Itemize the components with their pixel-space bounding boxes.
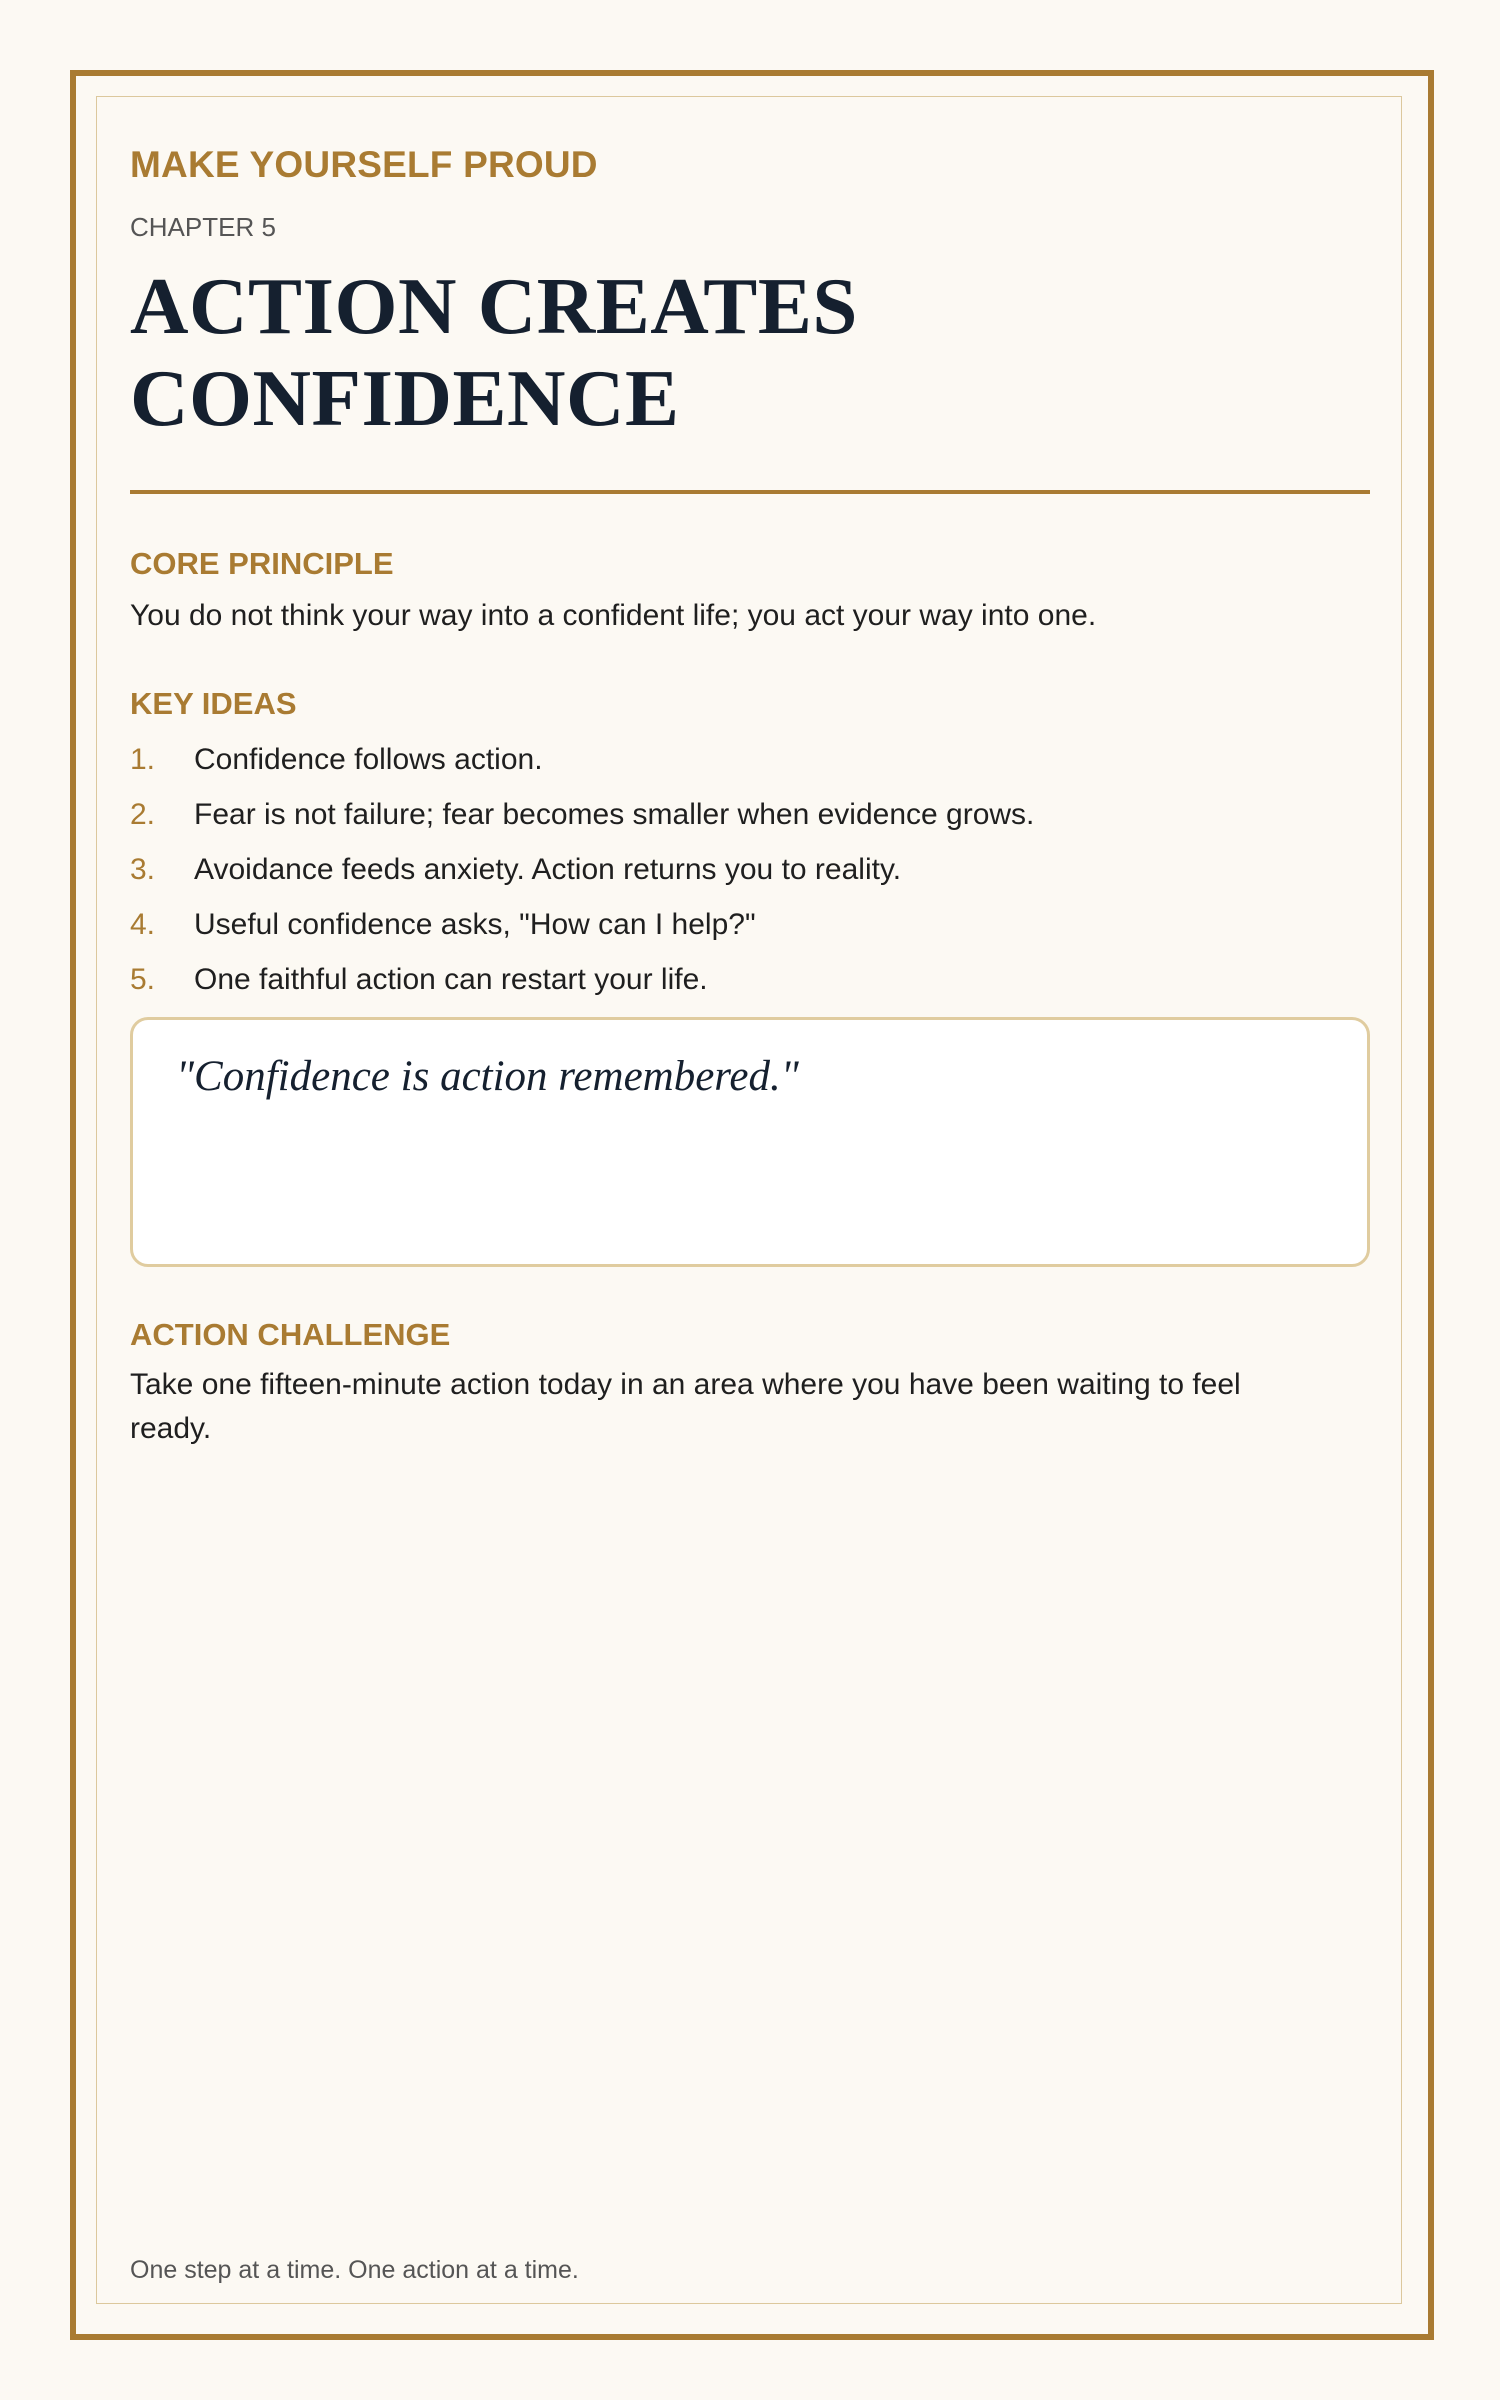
list-item: [130, 787, 1370, 842]
chapter-label: CHAPTER 5: [130, 212, 276, 242]
chapter-page: [130, 140, 1370, 1451]
list-item-number: 1.: [130, 743, 156, 776]
action-challenge-text: Take one fifteen-minute action today in an area where you have been waiting to feel ready.: [130, 1368, 1241, 1445]
list-item: [130, 842, 1370, 897]
key-ideas-heading: KEY IDEAS: [130, 686, 297, 721]
core-principle-text: You do not think your way into a confident life; you act your way into one.: [130, 599, 1097, 632]
action-challenge-heading: ACTION CHALLENGE: [130, 1317, 451, 1352]
list-item-text: Fear is not failure; fear becomes smaller when evidence grows.: [194, 798, 1035, 831]
quote-text: "Confidence is action remembered.": [176, 1053, 799, 1100]
list-item-number: 5.: [130, 963, 156, 996]
list-item-number: 3.: [130, 853, 156, 886]
chapter-title: ACTION CREATES CONFIDENCE: [130, 261, 858, 443]
list-item-text: Confidence follows action.: [194, 743, 543, 776]
list-item-number: 2.: [130, 798, 156, 831]
key-ideas-list: [130, 732, 1370, 1007]
list-item: [130, 952, 1370, 1007]
list-item: [130, 897, 1370, 952]
footer-note: One step at a time. One action at a time.: [130, 2256, 579, 2284]
title-divider: [130, 490, 1370, 494]
list-item-text: Useful confidence asks, "How can I help?": [194, 908, 756, 941]
core-principle-heading: CORE PRINCIPLE: [130, 546, 394, 581]
list-item-number: 4.: [130, 908, 156, 941]
list-item: [130, 732, 1370, 787]
book-title: MAKE YOURSELF PROUD: [130, 144, 598, 185]
quote-box: [130, 1017, 1370, 1267]
list-item-text: Avoidance feeds anxiety. Action returns you to reality.: [194, 853, 902, 886]
list-item-text: One faithful action can restart your life.: [194, 963, 708, 996]
